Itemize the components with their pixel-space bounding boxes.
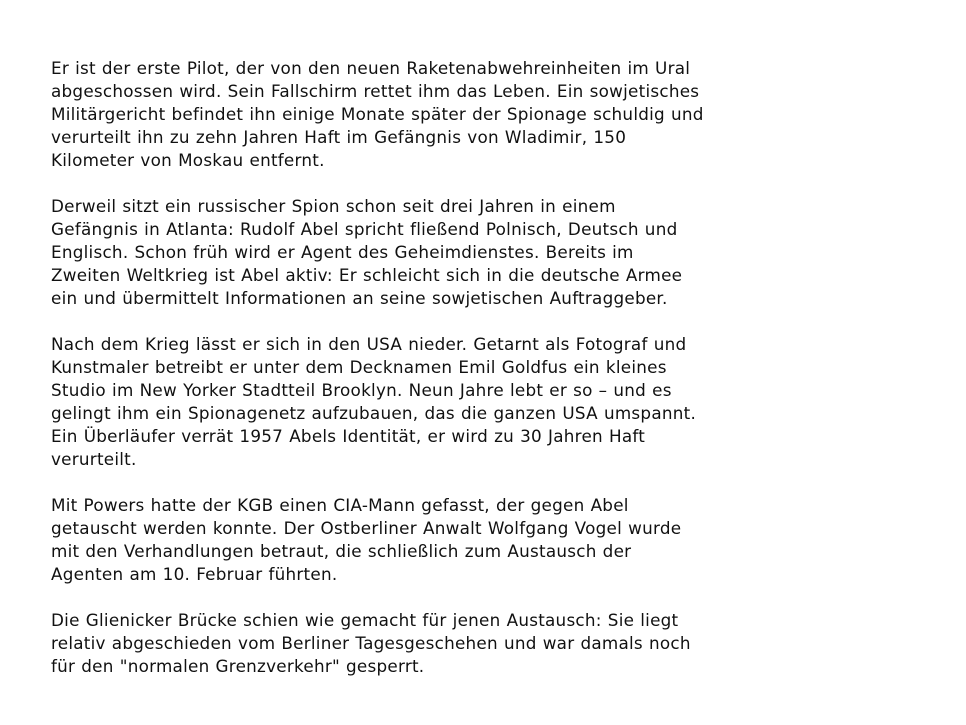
text-line: Kunstmaler betreibt er unter dem Decknamen Emil Goldfus ein kleines [51, 357, 667, 377]
text-line: getauscht werden konnte. Der Ostberliner Anwalt Wolfgang Vogel wurde [51, 518, 682, 538]
text-line: ein und übermittelt Informationen an seine sowjetischen Auftraggeber. [51, 288, 668, 308]
text-line: für den "normalen Grenzverkehr" gesperrt. [51, 656, 425, 676]
paragraph-bridge [51, 609, 811, 678]
text-line: Englisch. Schon früh wird er Agent des Geheimdienstes. Bereits im [51, 242, 634, 262]
text-line: Agenten am 10. Februar führten. [51, 564, 338, 584]
text-line: verurteilt ihn zu zehn Jahren Haft im Gefängnis von Wladimir, 150 [51, 127, 627, 147]
text-line: Studio im New Yorker Stadtteil Brooklyn. Neun Jahre lebt er so – und es [51, 380, 672, 400]
text-line: Ein Überläufer verrät 1957 Abels Identität, er wird zu 30 Jahren Haft [51, 426, 646, 446]
text-line: Gefängnis in Atlanta: Rudolf Abel spricht fließend Polnisch, Deutsch und [51, 219, 678, 239]
text-line: Militärgericht befindet ihn einige Monate später der Spionage schuldig und [51, 104, 704, 124]
paragraph-abel [51, 195, 811, 310]
text-line: Derweil sitzt ein russischer Spion schon seit drei Jahren in einem [51, 196, 616, 216]
paragraph-usa [51, 333, 811, 471]
text-line: gelingt ihm ein Spionagenetz aufzubauen, das die ganzen USA umspannt. [51, 403, 697, 423]
text-line: relativ abgeschieden vom Berliner Tagesgeschehen und war damals noch [51, 633, 691, 653]
text-line: Die Glienicker Brücke schien wie gemacht für jenen Austausch: Sie liegt [51, 610, 679, 630]
text-line: Mit Powers hatte der KGB einen CIA-Mann gefasst, der gegen Abel [51, 495, 629, 515]
text-line: Er ist der erste Pilot, der von den neuen Raketenabwehreinheiten im Ural [51, 58, 691, 78]
paragraph-exchange [51, 494, 811, 586]
text-line: Nach dem Krieg lässt er sich in den USA nieder. Getarnt als Fotograf und [51, 334, 687, 354]
document-text [51, 57, 811, 701]
text-line: mit den Verhandlungen betraut, die schließlich zum Austausch der [51, 541, 632, 561]
text-line: verurteilt. [51, 449, 137, 469]
text-line: abgeschossen wird. Sein Fallschirm rettet ihm das Leben. Ein sowjetisches [51, 81, 700, 101]
paragraph-pilot [51, 57, 811, 172]
text-line: Zweiten Weltkrieg ist Abel aktiv: Er schleicht sich in die deutsche Armee [51, 265, 683, 285]
text-line: Kilometer von Moskau entfernt. [51, 150, 325, 170]
